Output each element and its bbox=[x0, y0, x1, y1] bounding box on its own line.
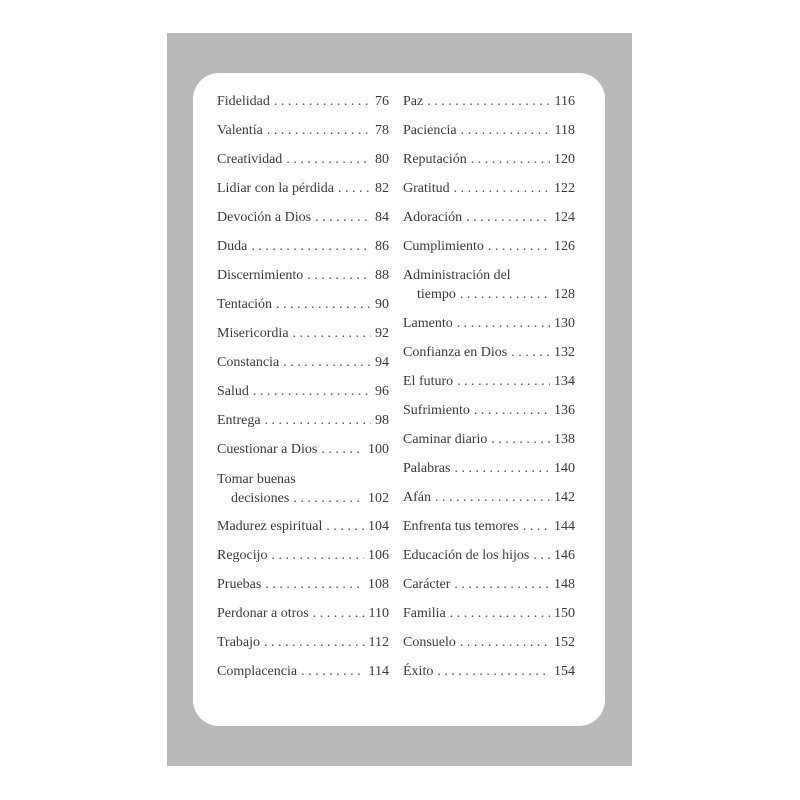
dot-leader bbox=[338, 180, 371, 197]
toc-entry-page-number: 116 bbox=[554, 94, 575, 109]
toc-entry-page-number: 104 bbox=[368, 519, 389, 534]
dot-leader bbox=[466, 209, 550, 226]
dot-leader bbox=[457, 373, 550, 390]
toc-entry-title-line1: Tomar buenas bbox=[217, 472, 296, 487]
dot-leader bbox=[488, 238, 550, 255]
toc-entry-page-number: 98 bbox=[375, 413, 389, 428]
toc-entry-page-number: 132 bbox=[554, 345, 575, 360]
toc-entry-title: Madurez espiritual bbox=[217, 519, 323, 534]
toc-entry-page-number: 128 bbox=[554, 287, 575, 302]
dot-leader bbox=[454, 576, 550, 593]
toc-entry bbox=[403, 402, 575, 419]
toc-entry-title: Lidiar con la pérdida bbox=[217, 181, 335, 196]
toc-entry-page-number: 150 bbox=[554, 606, 575, 621]
toc-entry-page-number: 118 bbox=[554, 123, 575, 138]
toc-entry bbox=[217, 471, 389, 507]
toc-entry bbox=[217, 122, 389, 139]
toc-entry-page-number: 84 bbox=[375, 210, 389, 225]
toc-entry-page-number: 130 bbox=[554, 316, 575, 331]
toc-entry-title: Cuestionar a Dios bbox=[217, 442, 318, 457]
toc-entry-title: Carácter bbox=[403, 577, 451, 592]
toc-entry-page-number: 136 bbox=[554, 403, 575, 418]
toc-entry bbox=[403, 518, 575, 535]
toc-entry-title: Fidelidad bbox=[217, 94, 270, 109]
dot-leader bbox=[315, 209, 371, 226]
dot-leader bbox=[454, 460, 550, 477]
toc-entry bbox=[217, 209, 389, 226]
toc-entry bbox=[217, 605, 389, 622]
toc-entry-page-number: 76 bbox=[375, 94, 389, 109]
toc-entry bbox=[217, 151, 389, 168]
toc-entry-page-number: 138 bbox=[554, 432, 575, 447]
toc-entry bbox=[217, 663, 389, 680]
dot-leader bbox=[274, 93, 371, 110]
toc-entry-title: Trabajo bbox=[217, 635, 261, 650]
dot-leader bbox=[511, 344, 550, 361]
toc-entry bbox=[403, 576, 575, 593]
toc-entry bbox=[403, 93, 575, 110]
toc-entry bbox=[403, 238, 575, 255]
dot-leader bbox=[454, 180, 550, 197]
toc-entry-title-line1: Administración del bbox=[403, 268, 511, 283]
toc-entry bbox=[217, 354, 389, 371]
toc-entry-row bbox=[217, 490, 389, 507]
toc-entry-title: Valentía bbox=[217, 123, 263, 138]
toc-entry bbox=[217, 180, 389, 197]
toc-entry bbox=[403, 460, 575, 477]
toc-entry-title: Discernimiento bbox=[217, 268, 304, 283]
dot-leader bbox=[474, 402, 550, 419]
dot-leader bbox=[326, 518, 364, 535]
toc-entry-title: Éxito bbox=[403, 664, 434, 679]
toc-entry bbox=[403, 151, 575, 168]
toc-entry-title: Complacencia bbox=[217, 664, 298, 679]
toc-entry-title: Paciencia bbox=[403, 123, 457, 138]
dot-leader bbox=[313, 605, 365, 622]
toc-entry-page-number: 82 bbox=[375, 181, 389, 196]
dot-leader bbox=[251, 238, 371, 255]
toc-entry-page-number: 110 bbox=[368, 606, 389, 621]
toc-entry bbox=[403, 373, 575, 390]
toc-entry-page-number: 142 bbox=[554, 490, 575, 505]
toc-entry bbox=[217, 518, 389, 535]
toc-entry-page-number: 152 bbox=[554, 635, 575, 650]
toc-entry bbox=[403, 122, 575, 139]
toc-entry-title: Devoción a Dios bbox=[217, 210, 312, 225]
toc-entry-title: El futuro bbox=[403, 374, 454, 389]
toc-entry-title: Sufrimiento bbox=[403, 403, 470, 418]
toc-entry bbox=[403, 431, 575, 448]
toc-entry-page-number: 124 bbox=[554, 210, 575, 225]
toc-entry-title: Palabras bbox=[403, 461, 451, 476]
toc-entry bbox=[403, 605, 575, 622]
table-of-contents-card bbox=[193, 73, 605, 726]
toc-entry-page-number: 96 bbox=[375, 384, 389, 399]
toc-entry-title: Entrega bbox=[217, 413, 261, 428]
toc-entry bbox=[403, 209, 575, 226]
toc-entry-page-number: 92 bbox=[375, 326, 389, 341]
toc-entry-page-number: 120 bbox=[554, 152, 575, 167]
toc-entry-page-number: 94 bbox=[375, 355, 389, 370]
toc-entry-page-number: 114 bbox=[368, 664, 389, 679]
toc-entry-page-number: 108 bbox=[368, 577, 389, 592]
toc-entry-title: Adoración bbox=[403, 210, 463, 225]
toc-entry-title: Caminar diario bbox=[403, 432, 488, 447]
toc-entry bbox=[217, 412, 389, 429]
toc-entry bbox=[217, 634, 389, 651]
toc-entry-title: Familia bbox=[403, 606, 446, 621]
toc-entry bbox=[217, 267, 389, 284]
toc-entry-page-number: 122 bbox=[554, 181, 575, 196]
toc-entry-page-number: 100 bbox=[368, 442, 389, 457]
toc-entry-title: Misericordia bbox=[217, 326, 289, 341]
toc-entry bbox=[217, 441, 389, 458]
dot-leader bbox=[293, 325, 371, 342]
toc-entry-page-number: 146 bbox=[554, 548, 575, 563]
dot-leader bbox=[461, 122, 551, 139]
dot-leader bbox=[457, 315, 550, 332]
toc-entry-title: Paz bbox=[403, 94, 424, 109]
dot-leader bbox=[264, 634, 364, 651]
dot-leader bbox=[265, 412, 371, 429]
toc-entry-title: Reputación bbox=[403, 152, 467, 167]
dot-leader bbox=[471, 151, 550, 168]
toc-entry-page-number: 154 bbox=[554, 664, 575, 679]
toc-entry bbox=[217, 238, 389, 255]
toc-entry-title: Enfrenta tus temores bbox=[403, 519, 519, 534]
toc-entry bbox=[217, 325, 389, 342]
dot-leader bbox=[293, 490, 364, 507]
toc-entry bbox=[403, 267, 575, 303]
dot-leader bbox=[450, 605, 550, 622]
dot-leader bbox=[437, 663, 550, 680]
dot-leader bbox=[272, 547, 364, 564]
dot-leader bbox=[286, 151, 371, 168]
toc-entry-page-number: 140 bbox=[554, 461, 575, 476]
toc-entry bbox=[403, 547, 575, 564]
toc-entry-page-number: 126 bbox=[554, 239, 575, 254]
toc-entry bbox=[403, 489, 575, 506]
toc-entry bbox=[217, 547, 389, 564]
toc-entry-title: tiempo bbox=[417, 287, 456, 302]
toc-entry-title: Regocijo bbox=[217, 548, 268, 563]
toc-entry-title: Salud bbox=[217, 384, 249, 399]
dot-leader bbox=[491, 431, 550, 448]
dot-leader bbox=[253, 383, 371, 400]
toc-entry-title: Afán bbox=[403, 490, 431, 505]
toc-entry-page-number: 112 bbox=[368, 635, 389, 650]
toc-entry-page-number: 78 bbox=[375, 123, 389, 138]
dot-leader bbox=[276, 296, 371, 313]
toc-entry-title: Lamento bbox=[403, 316, 453, 331]
toc-entry-title: Tentación bbox=[217, 297, 272, 312]
dot-leader bbox=[435, 489, 550, 506]
dot-leader bbox=[533, 547, 550, 564]
dot-leader bbox=[460, 286, 550, 303]
toc-entry-page-number: 148 bbox=[554, 577, 575, 592]
toc-entry-page-number: 80 bbox=[375, 152, 389, 167]
toc-entry bbox=[217, 296, 389, 313]
toc-entry-title: Constancia bbox=[217, 355, 280, 370]
toc-entry bbox=[403, 663, 575, 680]
dot-leader bbox=[307, 267, 371, 284]
toc-entry-page-number: 106 bbox=[368, 548, 389, 563]
toc-entry bbox=[403, 315, 575, 332]
dot-leader bbox=[460, 634, 550, 651]
toc-entry-title: Pruebas bbox=[217, 577, 262, 592]
toc-entry-row bbox=[403, 286, 575, 303]
dot-leader bbox=[267, 122, 371, 139]
dot-leader bbox=[427, 93, 550, 110]
toc-entry bbox=[403, 634, 575, 651]
toc-entry-title: Perdonar a otros bbox=[217, 606, 309, 621]
dot-leader bbox=[321, 441, 364, 458]
toc-entry-page-number: 88 bbox=[375, 268, 389, 283]
toc-entry bbox=[217, 93, 389, 110]
dot-leader bbox=[301, 663, 364, 680]
toc-entry bbox=[403, 180, 575, 197]
toc-entry-title: Duda bbox=[217, 239, 248, 254]
toc-entry bbox=[217, 576, 389, 593]
dot-leader bbox=[265, 576, 364, 593]
toc-entry-page-number: 90 bbox=[375, 297, 389, 312]
dot-leader bbox=[283, 354, 371, 371]
toc-entry-title: Gratitud bbox=[403, 181, 450, 196]
toc-entry-title: Consuelo bbox=[403, 635, 456, 650]
toc-entry bbox=[403, 344, 575, 361]
toc-entry-title: Confianza en Dios bbox=[403, 345, 508, 360]
toc-entry-page-number: 144 bbox=[554, 519, 575, 534]
toc-entry-page-number: 134 bbox=[554, 374, 575, 389]
toc-entry-title: Creatividad bbox=[217, 152, 283, 167]
toc-entry-title: Educación de los hijos bbox=[403, 548, 530, 563]
toc-entry bbox=[217, 383, 389, 400]
toc-entry-page-number: 86 bbox=[375, 239, 389, 254]
dot-leader bbox=[523, 518, 550, 535]
toc-entry-title: Cumplimiento bbox=[403, 239, 484, 254]
toc-entry-title: decisiones bbox=[231, 491, 290, 506]
toc-entry-page-number: 102 bbox=[368, 491, 389, 506]
